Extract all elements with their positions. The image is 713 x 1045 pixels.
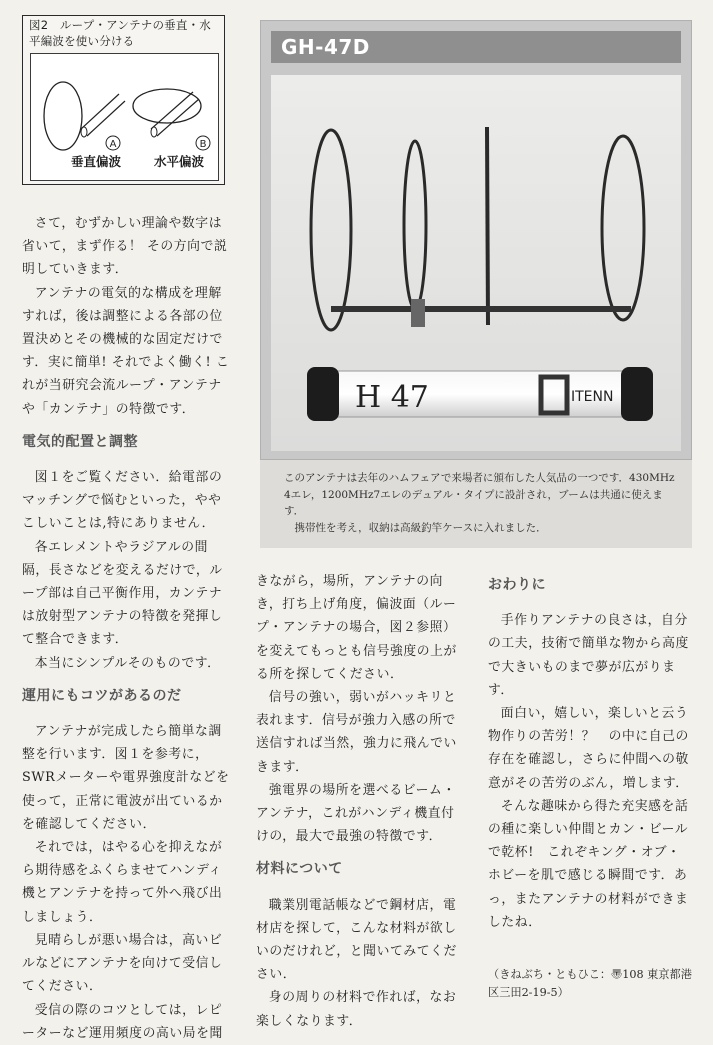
col1-paragraph-5: 本当にシンプルそのものです． <box>34 655 221 671</box>
col2-paragraph-4: 職業別電話帳などで鋼材店，電材店を探して，こんな材料が欲しいのだけれど，と聞いてみてください． <box>256 897 457 983</box>
tube-cap-left <box>307 367 339 421</box>
label-a: A <box>109 139 117 150</box>
antenna-photo <box>271 75 681 451</box>
loop-element-2 <box>404 141 426 309</box>
heading-electrical-layout: 電気的配置と調整 <box>22 433 138 450</box>
antenna-photo-frame <box>260 20 692 460</box>
antenna-illustration <box>271 75 681 451</box>
col3-paragraph-3: そんな趣味から得た充実感を話の種に楽しい仲間とカン・ビールで乾杯! これぞキング・オブ・ホビーを肌で感じる瞬間です．あっ，またアンテナの材料ができましたね． <box>488 798 689 930</box>
caption-horizontal: 水平偏波 <box>154 154 205 169</box>
loop-element-1 <box>311 130 351 330</box>
figure-2-title: 図2 ループ・アンテナの垂直・水平編波を使い分ける <box>29 18 211 48</box>
column-2 <box>256 570 464 1033</box>
figure-2 <box>22 15 225 185</box>
vertical-boom-end <box>81 127 87 137</box>
column-1 <box>22 212 232 1045</box>
feed-connector <box>411 299 425 327</box>
photo-header-bar <box>271 31 681 63</box>
model-label: GH-47D <box>281 35 370 59</box>
vertical-loop <box>44 82 82 150</box>
col2-paragraph-2: 信号の強い，弱いがハッキリと表れます．信号が強力入感の所で送信すれば当然，強力に飛んでいきます． <box>256 690 457 775</box>
col1-paragraph-3: 図１をご覧ください．給電部のマッチングで悩むといった，ややこしいことは,特にありません． <box>22 470 223 532</box>
photo-caption-line1: このアンテナは去年のハムフェアで来場者に頒布した人気品の一つです．430MHz 4エレ，1200MHz7エレのデュアル・タイプに設計され，ブームは共通に使えます． <box>284 472 675 517</box>
label-b: B <box>199 139 207 150</box>
col1-paragraph-4: 各エレメントやラジアルの間隔，長さなどを変えるだけで，ループ部は自己平衡作用，カンテナは放射型アンテナの特徴を発揮して整合できます． <box>22 539 223 648</box>
heading-operation-tips: 運用にもコツがあるのだ <box>22 687 182 704</box>
loop-element-4 <box>602 136 644 320</box>
col2-paragraph-1: きながら，場所，アンテナの向き，打ち上げ角度，偏波面（ループ・アンテナの場合，図２参照）を変えてもっとも信号強度の上がる所を探してください． <box>256 574 457 682</box>
col1-paragraph-8: 見晴らしが悪い場合は，高いビルなどにアンテナを向けて受信してください． <box>22 932 223 995</box>
horizontal-boom-end <box>151 127 157 137</box>
tube-text-left: H 47 <box>355 380 429 415</box>
figure-2-diagram <box>30 53 219 181</box>
photo-caption <box>260 460 692 548</box>
boom <box>331 306 631 312</box>
col1-paragraph-9: 受信の際のコツとしては，レピーターなど運用頻度の高い局を聞 <box>22 1002 223 1041</box>
heading-conclusion: おわりに <box>488 577 546 593</box>
col2-paragraph-5: 身の周りの材料で作れば，なお楽しくなります． <box>256 990 457 1029</box>
caption-vertical: 垂直偏波 <box>71 154 122 169</box>
column-3 <box>488 570 692 934</box>
col1-paragraph-1: さて，むずかしい理論や数字は省いて，まず作る！ その方向で説明していきます． <box>22 216 228 278</box>
col3-paragraph-1: 手作りアンテナの良さは，自分の工夫，技術で簡単な物から高度で大きいものまで夢が広がります． <box>488 613 689 698</box>
photo-caption-line2: 携帯性を考え，収納は高級釣竿ケースに入れました． <box>294 521 547 534</box>
col1-paragraph-7: それでは，はやる心を抑えながら期待感をふくらませてハンディ機とアンテナを持って外へ飛び出しましょう． <box>22 840 223 925</box>
tube-text-right: ITENN <box>571 389 614 405</box>
loop-element-3 <box>487 127 488 325</box>
author-signature: （きねぶち・ともひこ：〠108 東京都港区三田2-19-5） <box>488 968 692 999</box>
col1-paragraph-2: アンテナの電気的な構成を理解すれば，後は調整による各部の位置決めとその機械的な固定だけです．実に簡単! それでよく働く! これが当研究会流ループ・アンテナや「カンテナ」の特徴です． <box>22 285 230 417</box>
heading-materials: 材料について <box>256 861 343 878</box>
tube-cap-right <box>621 367 653 421</box>
col3-paragraph-2: 面白い，嬉しい，楽しいと云う物作りの苦労！？ の中に自己の存在を確認し，さらに仲間への敬意がその苦労のぶん，増します． <box>488 706 689 791</box>
col2-paragraph-3: 強電界の場所を選べるビーム・アンテナ，これがハンディ機直付けの，最大で最強の特徴です． <box>256 782 456 845</box>
col1-paragraph-6: アンテナが完成したら簡単な調整を行います．図１を参考に，SWRメーターや電界強度計などを使って，正常に電波が出ているかを確認してください． <box>22 724 230 832</box>
